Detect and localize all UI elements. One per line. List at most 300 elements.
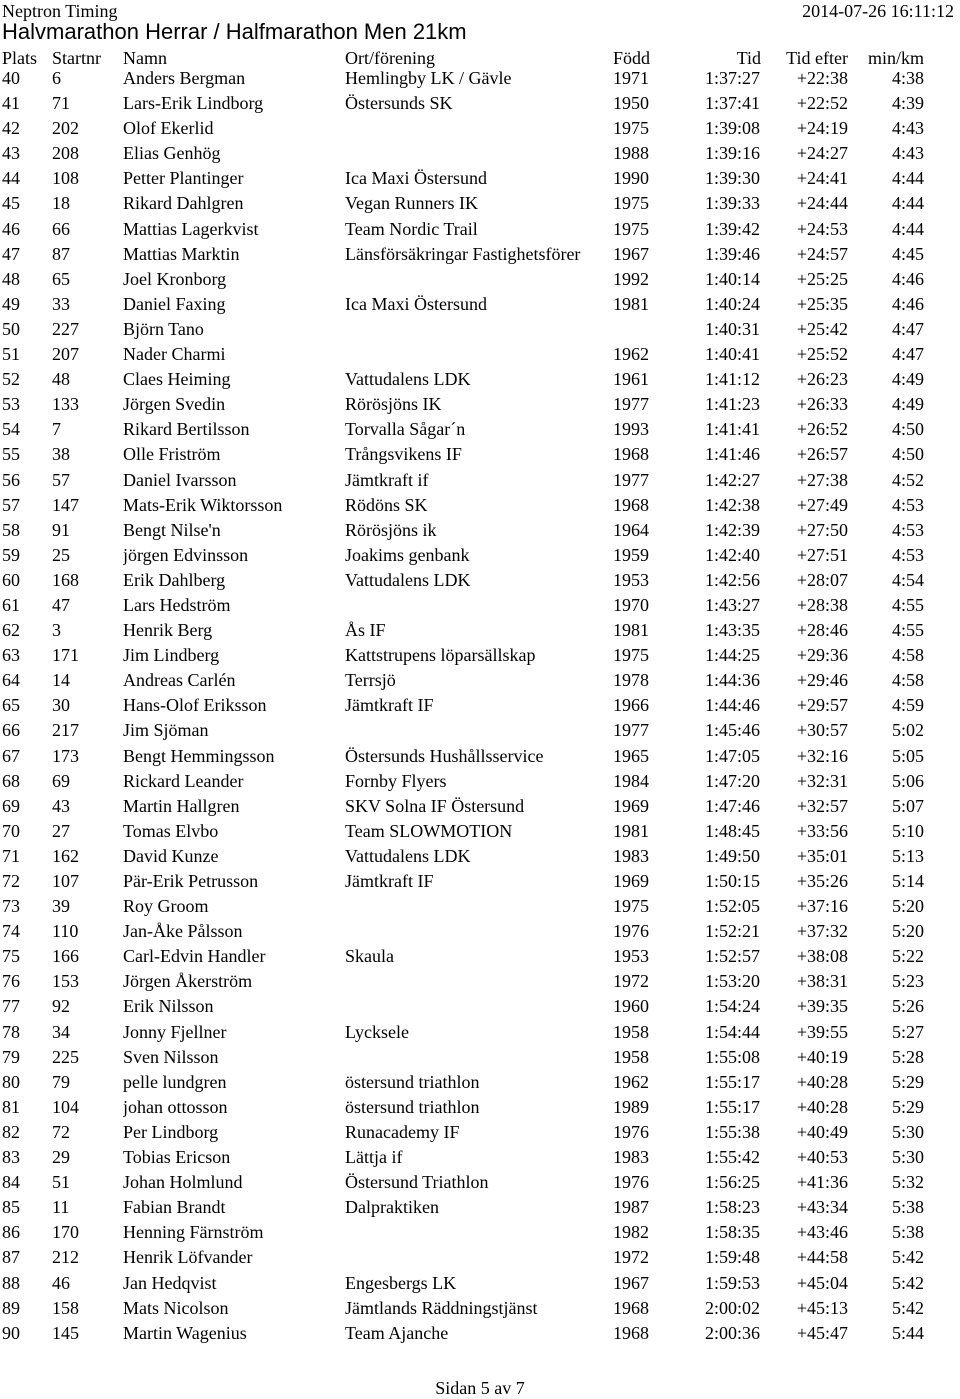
cell-ort: Jämtkraft IF (345, 871, 434, 891)
cell-plats: 43 (2, 143, 20, 164)
cell-namn: Lars Hedström (123, 594, 231, 615)
cell-startnr: 158 (52, 1297, 79, 1318)
cell-ort: Rödöns SK (345, 494, 428, 515)
cell-min-km: 5:29 (891, 1096, 924, 1117)
cell-fodd: 1978 (613, 670, 649, 691)
cell-min-km: 4:45 (891, 243, 924, 264)
cell-startnr: 66 (52, 218, 70, 239)
table-row (0, 343, 960, 368)
cell-min-km: 5:38 (891, 1197, 924, 1218)
cell-fodd: 1966 (613, 695, 649, 716)
cell-plats: 87 (2, 1247, 20, 1268)
cell-min-km: 5:32 (891, 1172, 924, 1193)
cell-tid: 1:54:24 (704, 996, 760, 1017)
cell-startnr: 29 (52, 1147, 70, 1168)
cell-tid: 1:37:27 (704, 68, 760, 88)
cell-plats: 49 (2, 293, 20, 314)
table-row (0, 1096, 960, 1121)
cell-namn: Mattias Lagerkvist (123, 218, 259, 239)
cell-startnr: 166 (52, 946, 79, 967)
cell-min-km: 5:02 (891, 720, 924, 741)
table-row (0, 443, 960, 468)
table-row (0, 192, 960, 217)
cell-min-km: 4:46 (891, 293, 924, 314)
cell-plats: 56 (2, 469, 20, 490)
cell-tid: 1:45:46 (704, 720, 760, 741)
cell-startnr: 104 (52, 1096, 79, 1117)
cell-plats: 59 (2, 544, 20, 565)
table-row (0, 669, 960, 694)
cell-plats: 50 (2, 318, 20, 339)
cell-namn: Henrik Berg (123, 620, 213, 641)
cell-min-km: 4:54 (891, 569, 924, 590)
cell-tid: 1:41:41 (704, 419, 760, 440)
cell-plats: 74 (2, 921, 20, 942)
cell-startnr: 65 (52, 268, 70, 289)
table-row (0, 644, 960, 669)
cell-namn: Sven Nilsson (123, 1046, 219, 1067)
cell-tid-efter: +26:23 (796, 369, 848, 390)
cell-min-km: 5:06 (891, 770, 924, 791)
cell-min-km: 4:50 (891, 419, 924, 440)
cell-startnr: 38 (52, 444, 70, 465)
cell-fodd: 1968 (613, 1297, 649, 1318)
cell-startnr: 207 (52, 344, 79, 365)
cell-plats: 69 (2, 795, 20, 816)
table-row (0, 544, 960, 569)
cell-namn: Bengt Hemmingsson (123, 745, 275, 766)
cell-namn: Lars-Erik Lindborg (123, 93, 264, 114)
cell-ort: Team SLOWMOTION (345, 820, 513, 841)
cell-tid-efter: +40:53 (796, 1147, 848, 1168)
cell-tid-efter: +29:36 (796, 645, 848, 666)
cell-ort: SKV Solna IF Östersund (345, 795, 525, 816)
cell-tid-efter: +24:27 (796, 143, 848, 164)
cell-plats: 61 (2, 594, 20, 615)
cell-namn: Bengt Nilse'n (123, 519, 221, 540)
cell-min-km: 4:53 (891, 519, 924, 540)
cell-tid-efter: +26:33 (796, 394, 848, 415)
cell-ort: Trångsvikens IF (345, 444, 462, 465)
organizer-name: Neptron Timing (2, 1, 118, 21)
cell-tid-efter: +28:07 (796, 569, 848, 590)
cell-fodd: 1977 (613, 394, 649, 415)
cell-fodd: 1993 (613, 419, 649, 440)
cell-plats: 63 (2, 645, 20, 666)
cell-tid: 1:58:35 (704, 1222, 760, 1243)
cell-fodd: 1950 (613, 93, 649, 114)
cell-min-km: 4:43 (891, 118, 924, 139)
cell-tid-efter: +22:52 (796, 93, 848, 114)
cell-ort: Dalpraktiken (345, 1197, 439, 1218)
cell-tid-efter: +40:49 (796, 1121, 848, 1142)
cell-startnr: 6 (52, 68, 61, 88)
cell-ort: östersund triathlon (345, 1096, 480, 1117)
cell-plats: 65 (2, 695, 20, 716)
table-row (0, 820, 960, 845)
cell-tid: 1:41:12 (704, 369, 760, 390)
cell-plats: 47 (2, 243, 20, 264)
cell-plats: 55 (2, 444, 20, 465)
cell-namn: Anders Bergman (123, 68, 246, 88)
cell-tid-efter: +25:42 (796, 318, 848, 339)
cell-startnr: 51 (52, 1172, 70, 1193)
cell-plats: 80 (2, 1071, 20, 1092)
cell-min-km: 4:58 (891, 670, 924, 691)
cell-ort: Ica Maxi Östersund (345, 168, 487, 189)
cell-fodd: 1977 (613, 720, 649, 741)
cell-fodd: 1972 (613, 971, 649, 992)
cell-tid-efter: +35:26 (796, 871, 848, 891)
cell-plats: 89 (2, 1297, 20, 1318)
cell-ort: Jämtkraft if (345, 469, 429, 490)
cell-tid-efter: +26:52 (796, 419, 848, 440)
cell-tid-efter: +29:46 (796, 670, 848, 691)
cell-startnr: 225 (52, 1046, 79, 1067)
table-row (0, 318, 960, 343)
cell-tid: 1:48:45 (704, 820, 760, 841)
cell-fodd: 1971 (613, 68, 649, 88)
cell-min-km: 5:05 (891, 745, 924, 766)
cell-tid-efter: +27:49 (796, 494, 848, 515)
cell-min-km: 4:58 (891, 645, 924, 666)
cell-namn: Jörgen Åkerström (123, 971, 253, 992)
cell-startnr: 170 (52, 1222, 79, 1243)
cell-namn: Björn Tano (123, 318, 204, 339)
cell-namn: Erik Dahlberg (123, 569, 226, 590)
cell-namn: Olof Ekerlid (123, 118, 214, 139)
table-row (0, 895, 960, 920)
cell-ort: Rörösjöns IK (345, 394, 442, 415)
cell-tid-efter: +22:38 (796, 68, 848, 88)
cell-ort: Rörösjöns ik (345, 519, 437, 540)
cell-namn: Roy Groom (123, 896, 209, 917)
cell-tid-efter: +29:57 (796, 695, 848, 716)
table-row (0, 1021, 960, 1046)
cell-fodd: 1981 (613, 820, 649, 841)
table-row (0, 368, 960, 393)
cell-ort: Terrsjö (345, 670, 396, 691)
cell-namn: Erik Nilsson (123, 996, 214, 1017)
cell-fodd: 1989 (613, 1096, 649, 1117)
cell-tid: 1:40:31 (704, 318, 760, 339)
cell-startnr: 39 (52, 896, 70, 917)
cell-fodd: 1958 (613, 1046, 649, 1067)
cell-namn: Pär-Erik Petrusson (123, 871, 259, 891)
cell-tid-efter: +25:25 (796, 268, 848, 289)
column-header-min-km: min/km (867, 48, 924, 68)
cell-min-km: 5:30 (891, 1121, 924, 1142)
cell-tid: 1:47:20 (704, 770, 760, 791)
table-row (0, 243, 960, 268)
cell-min-km: 4:53 (891, 494, 924, 515)
cell-plats: 66 (2, 720, 20, 741)
cell-fodd: 1967 (613, 1272, 649, 1293)
cell-plats: 71 (2, 845, 20, 866)
cell-min-km: 5:14 (891, 871, 924, 891)
cell-namn: Daniel Faxing (123, 293, 226, 314)
cell-startnr: 47 (52, 594, 70, 615)
cell-ort: Vattudalens LDK (345, 845, 471, 866)
table-row (0, 218, 960, 243)
cell-namn: Henning Färnström (123, 1222, 264, 1243)
cell-fodd: 1975 (613, 218, 649, 239)
cell-min-km: 4:44 (891, 218, 924, 239)
table-row (0, 795, 960, 820)
cell-startnr: 43 (52, 795, 70, 816)
cell-startnr: 25 (52, 544, 70, 565)
cell-min-km: 5:42 (891, 1272, 924, 1293)
cell-tid: 1:40:14 (704, 268, 760, 289)
cell-tid-efter: +26:57 (796, 444, 848, 465)
cell-tid-efter: +32:57 (796, 795, 848, 816)
cell-tid-efter: +32:31 (796, 770, 848, 791)
table-row (0, 1297, 960, 1322)
cell-plats: 90 (2, 1322, 20, 1343)
cell-tid: 1:52:05 (704, 896, 760, 917)
cell-tid-efter: +45:13 (796, 1297, 848, 1318)
cell-min-km: 4:52 (891, 469, 924, 490)
cell-namn: Tobias Ericson (123, 1147, 231, 1168)
cell-tid: 1:44:25 (704, 645, 760, 666)
column-header-ort: Ort/förening (345, 48, 435, 68)
cell-fodd: 1976 (613, 921, 649, 942)
cell-ort: Runacademy IF (345, 1121, 460, 1142)
cell-plats: 81 (2, 1096, 20, 1117)
cell-namn: Petter Plantinger (123, 168, 244, 189)
cell-tid: 1:42:39 (704, 519, 760, 540)
table-header (0, 47, 960, 69)
cell-plats: 52 (2, 369, 20, 390)
cell-startnr: 202 (52, 118, 79, 139)
page-number: Sidan 5 av 7 (435, 1378, 525, 1398)
table-row (0, 469, 960, 494)
cell-tid: 1:52:57 (704, 946, 760, 967)
cell-startnr: 212 (52, 1247, 79, 1268)
cell-startnr: 46 (52, 1272, 70, 1293)
cell-tid: 1:40:24 (704, 293, 760, 314)
cell-plats: 53 (2, 394, 20, 415)
cell-min-km: 5:38 (891, 1222, 924, 1243)
cell-startnr: 153 (52, 971, 79, 992)
cell-tid-efter: +44:58 (796, 1247, 848, 1268)
cell-tid: 1:55:17 (704, 1096, 760, 1117)
cell-plats: 51 (2, 344, 20, 365)
cell-startnr: 14 (52, 670, 70, 691)
cell-fodd: 1969 (613, 795, 649, 816)
cell-tid: 1:55:38 (704, 1121, 760, 1142)
cell-namn: Per Lindborg (123, 1121, 219, 1142)
cell-ort: Lycksele (345, 1021, 409, 1042)
cell-namn: Jim Lindberg (123, 645, 220, 666)
cell-namn: Johan Holmlund (123, 1172, 243, 1193)
cell-tid-efter: +40:28 (796, 1096, 848, 1117)
cell-fodd: 1953 (613, 946, 649, 967)
cell-plats: 64 (2, 670, 20, 691)
table-row (0, 393, 960, 418)
cell-namn: Carl-Edvin Handler (123, 946, 266, 967)
cell-fodd: 1982 (613, 1222, 649, 1243)
table-row (0, 167, 960, 192)
table-row (0, 1196, 960, 1221)
cell-startnr: 3 (52, 620, 61, 641)
cell-tid-efter: +25:35 (796, 293, 848, 314)
cell-tid: 1:39:46 (704, 243, 760, 264)
cell-startnr: 168 (52, 569, 79, 590)
cell-startnr: 33 (52, 293, 70, 314)
cell-tid: 1:42:38 (704, 494, 760, 515)
cell-fodd: 1968 (613, 1322, 649, 1343)
cell-min-km: 5:22 (891, 946, 924, 967)
cell-tid: 1:53:20 (704, 971, 760, 992)
cell-tid-efter: +45:47 (796, 1322, 848, 1343)
cell-min-km: 4:47 (891, 344, 924, 365)
cell-startnr: 110 (52, 921, 79, 942)
cell-namn: johan ottosson (123, 1096, 228, 1117)
cell-startnr: 92 (52, 996, 70, 1017)
cell-ort: Ås IF (345, 620, 386, 641)
cell-namn: pelle lundgren (123, 1071, 227, 1092)
cell-tid: 1:37:41 (704, 93, 760, 114)
cell-tid: 1:58:23 (704, 1197, 760, 1218)
cell-plats: 54 (2, 419, 20, 440)
cell-plats: 88 (2, 1272, 20, 1293)
cell-tid: 1:49:50 (704, 845, 760, 866)
cell-fodd: 1964 (613, 519, 649, 540)
cell-startnr: 18 (52, 193, 70, 214)
cell-tid-efter: +37:16 (796, 896, 848, 917)
cell-plats: 42 (2, 118, 20, 139)
cell-plats: 46 (2, 218, 20, 239)
cell-startnr: 71 (52, 93, 70, 114)
cell-min-km: 4:44 (891, 193, 924, 214)
cell-startnr: 107 (52, 871, 79, 891)
cell-ort: Team Nordic Trail (345, 218, 478, 239)
cell-ort: Lättja if (345, 1147, 403, 1168)
table-row (0, 619, 960, 644)
cell-ort: Vattudalens LDK (345, 369, 471, 390)
cell-startnr: 27 (52, 820, 70, 841)
cell-tid-efter: +33:56 (796, 820, 848, 841)
cell-tid-efter: +38:08 (796, 946, 848, 967)
cell-plats: 41 (2, 93, 20, 114)
cell-plats: 45 (2, 193, 20, 214)
cell-tid-efter: +37:32 (796, 921, 848, 942)
cell-tid: 2:00:02 (704, 1297, 760, 1318)
cell-plats: 40 (2, 68, 20, 88)
cell-namn: Hans-Olof Eriksson (123, 695, 267, 716)
cell-fodd: 1970 (613, 594, 649, 615)
cell-min-km: 5:42 (891, 1247, 924, 1268)
cell-namn: Nader Charmi (123, 344, 226, 365)
cell-ort: Skaula (345, 946, 394, 967)
cell-startnr: 133 (52, 394, 79, 415)
cell-plats: 44 (2, 168, 20, 189)
table-row (0, 1121, 960, 1146)
cell-tid-efter: +27:38 (796, 469, 848, 490)
cell-ort: Joakims genbank (345, 544, 470, 565)
cell-tid: 1:43:35 (704, 620, 760, 641)
cell-startnr: 34 (52, 1021, 70, 1042)
cell-tid: 1:40:41 (704, 344, 760, 365)
cell-fodd: 1981 (613, 620, 649, 641)
cell-plats: 48 (2, 268, 20, 289)
cell-fodd: 1953 (613, 569, 649, 590)
cell-min-km: 5:30 (891, 1147, 924, 1168)
table-row (0, 293, 960, 318)
table-row (0, 142, 960, 167)
column-header-fodd: Född (613, 48, 651, 68)
cell-ort: Engesbergs LK (345, 1272, 457, 1293)
table-row (0, 92, 960, 117)
cell-ort: Jämtkraft IF (345, 695, 434, 716)
cell-namn: Mats Nicolson (123, 1297, 229, 1318)
cell-ort: Kattstrupens löparsällskap (345, 645, 536, 666)
cell-plats: 73 (2, 896, 20, 917)
cell-ort: Hemlingby LK / Gävle (345, 68, 512, 88)
table-row (0, 418, 960, 443)
cell-tid: 1:39:16 (704, 143, 760, 164)
cell-min-km: 5:10 (891, 820, 924, 841)
cell-tid-efter: +30:57 (796, 720, 848, 741)
cell-plats: 57 (2, 494, 20, 515)
cell-fodd: 1962 (613, 1071, 649, 1092)
cell-fodd: 1977 (613, 469, 649, 490)
cell-fodd: 1983 (613, 845, 649, 866)
cell-namn: Andreas Carlén (123, 670, 236, 691)
table-row (0, 519, 960, 544)
table-row (0, 870, 960, 895)
cell-tid: 1:39:42 (704, 218, 760, 239)
cell-namn: Elias Genhög (123, 143, 221, 164)
cell-startnr: 217 (52, 720, 79, 741)
cell-fodd: 1972 (613, 1247, 649, 1268)
cell-tid-efter: +39:55 (796, 1021, 848, 1042)
cell-tid: 1:44:36 (704, 670, 760, 691)
cell-tid: 1:42:27 (704, 469, 760, 490)
cell-min-km: 4:47 (891, 318, 924, 339)
cell-fodd: 1959 (613, 544, 649, 565)
cell-min-km: 4:55 (891, 594, 924, 615)
cell-fodd: 1967 (613, 243, 649, 264)
cell-ort: östersund triathlon (345, 1071, 480, 1092)
cell-min-km: 4:44 (891, 168, 924, 189)
table-row (0, 117, 960, 142)
cell-min-km: 4:53 (891, 544, 924, 565)
cell-tid: 1:39:33 (704, 193, 760, 214)
cell-plats: 75 (2, 946, 20, 967)
cell-startnr: 57 (52, 469, 70, 490)
cell-tid-efter: +25:52 (796, 344, 848, 365)
cell-namn: Martin Hallgren (123, 795, 240, 816)
table-row (0, 1071, 960, 1096)
cell-ort: Vattudalens LDK (345, 569, 471, 590)
cell-startnr: 147 (52, 494, 79, 515)
cell-tid: 1:39:30 (704, 168, 760, 189)
cell-tid-efter: +40:28 (796, 1071, 848, 1092)
cell-min-km: 5:07 (891, 795, 924, 816)
cell-tid: 1:42:40 (704, 544, 760, 565)
cell-tid-efter: +28:38 (796, 594, 848, 615)
cell-plats: 58 (2, 519, 20, 540)
table-row (0, 1221, 960, 1246)
table-row (0, 1246, 960, 1271)
cell-fodd: 1958 (613, 1021, 649, 1042)
table-row (0, 1146, 960, 1171)
cell-fodd: 1962 (613, 344, 649, 365)
cell-tid: 1:42:56 (704, 569, 760, 590)
cell-fodd: 1961 (613, 369, 649, 390)
